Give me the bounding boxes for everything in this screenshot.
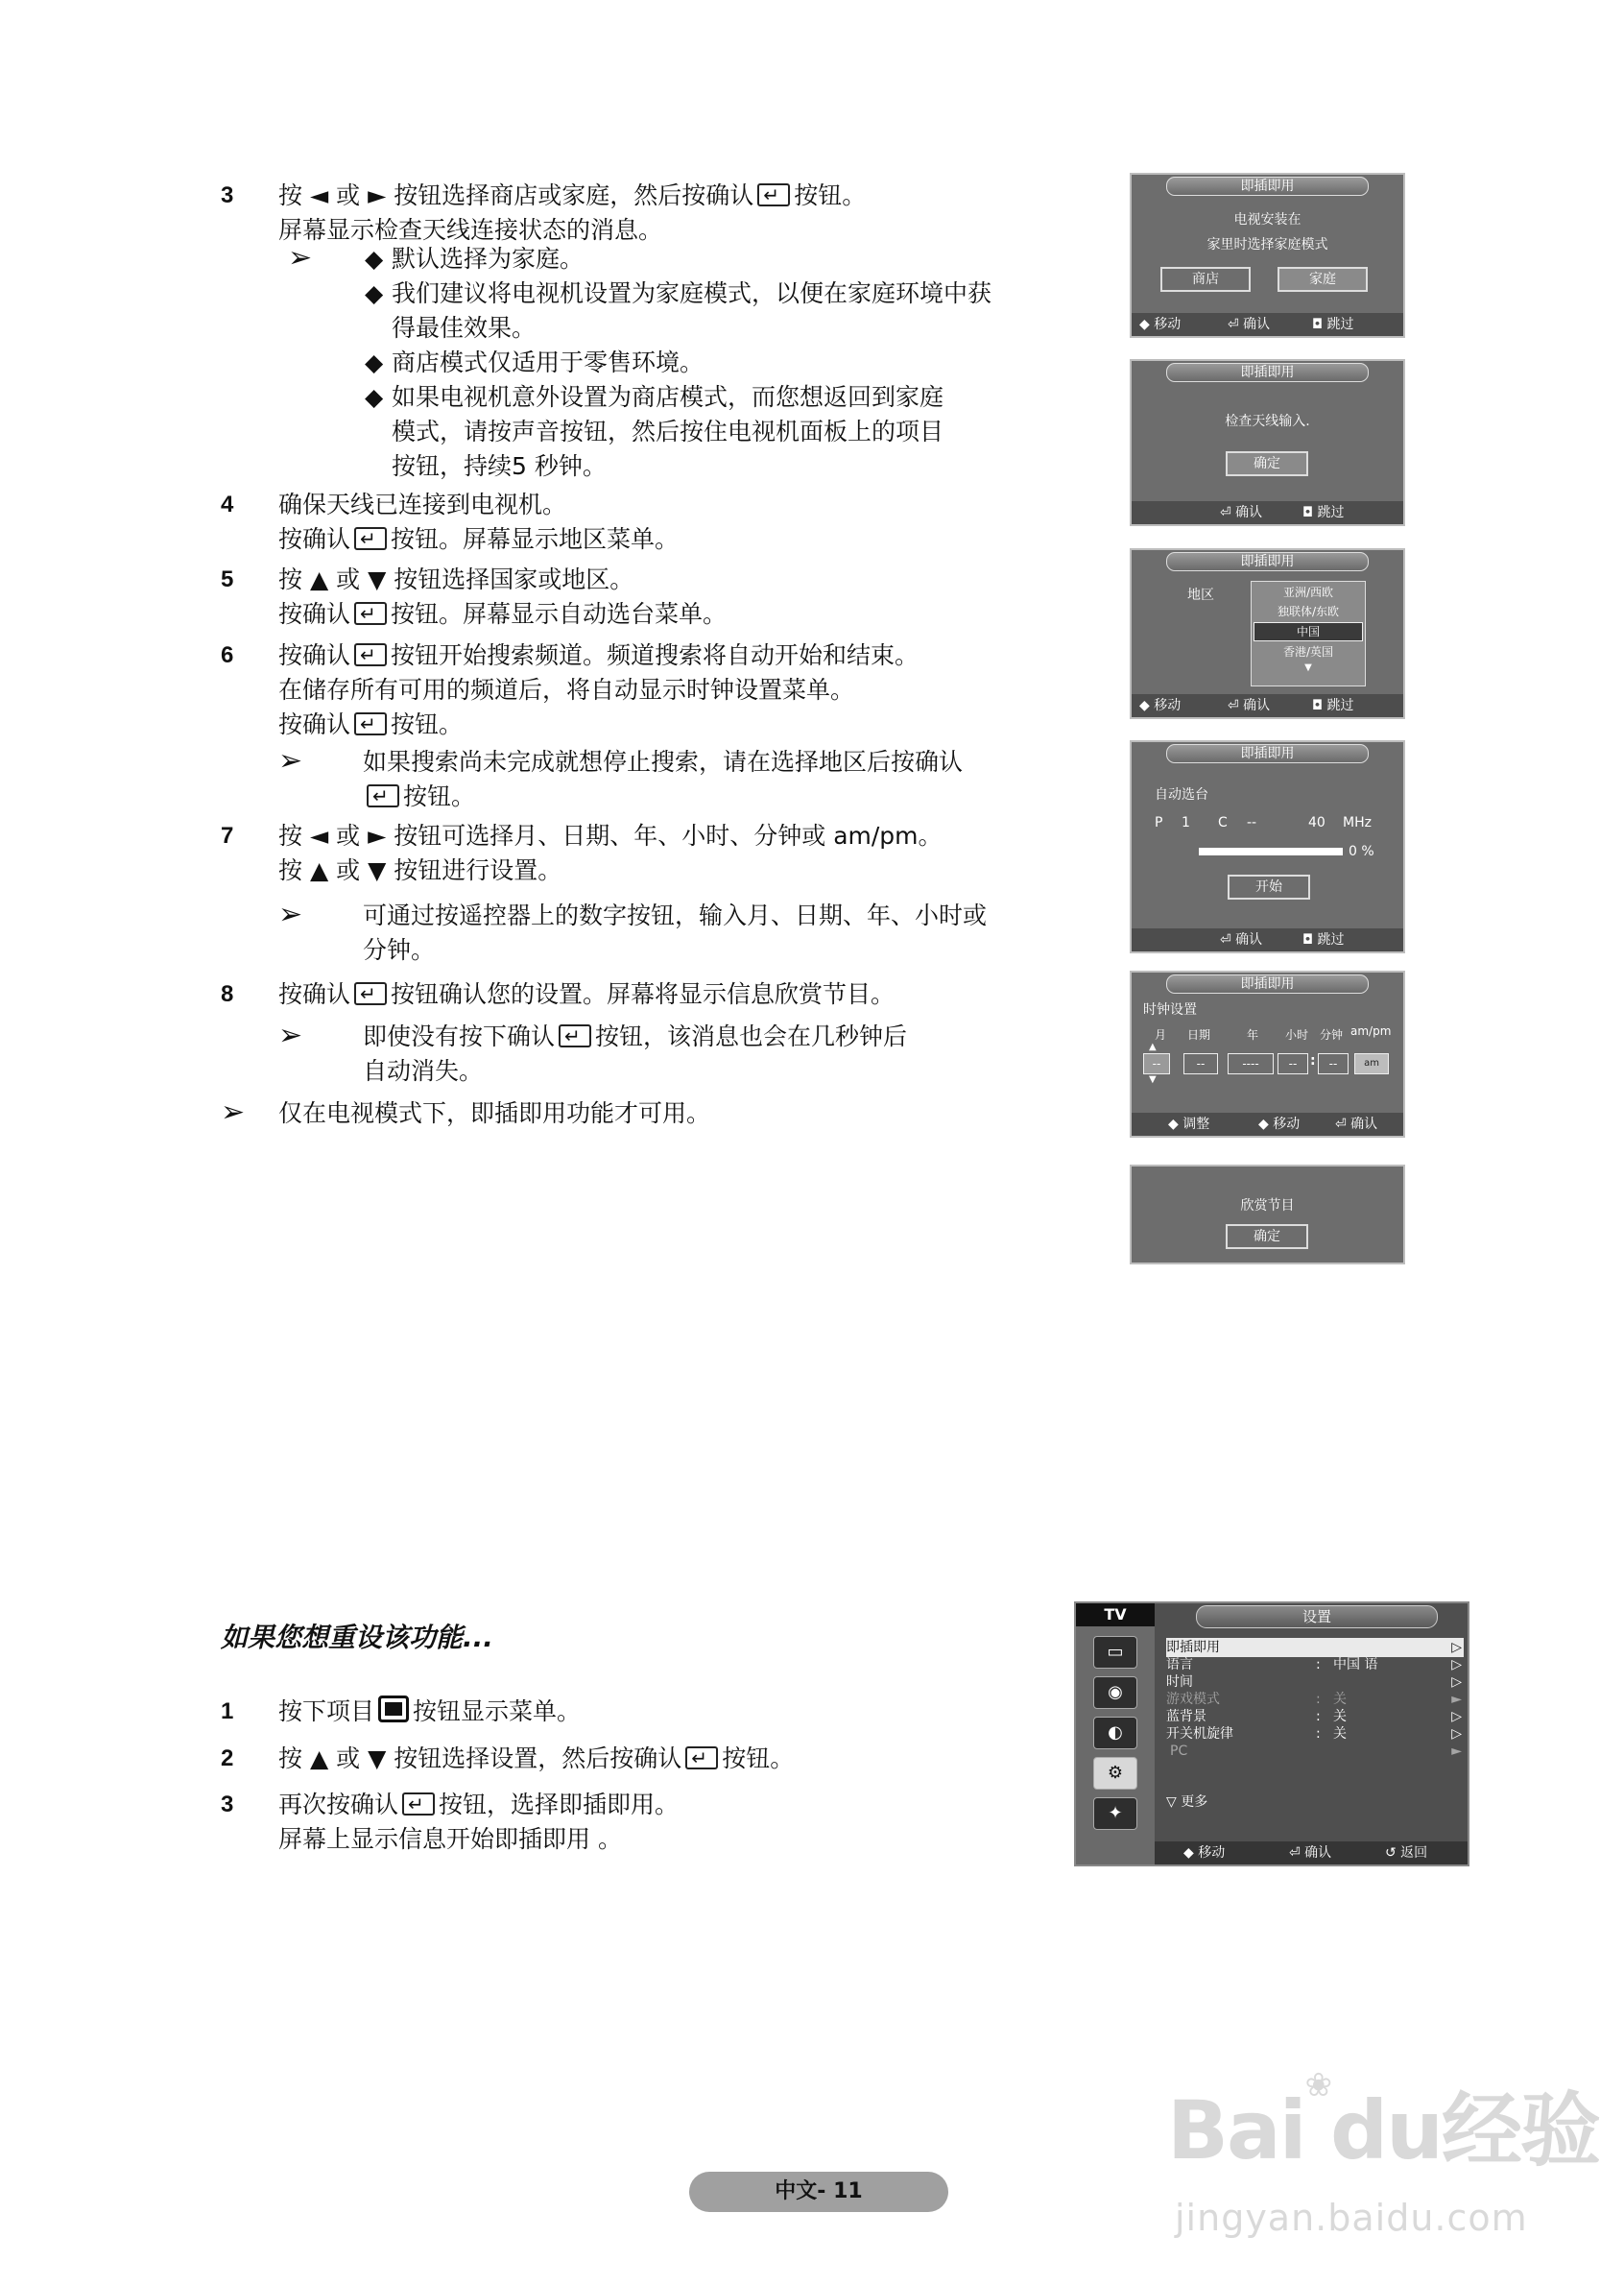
note-text: 即使没有按下确认 xyxy=(363,1022,556,1050)
note-text: 按钮。 xyxy=(403,782,476,810)
step-text: 再次按确认 xyxy=(278,1791,399,1818)
channel-prefix: P xyxy=(1155,815,1163,830)
diamond-icon: ◆ xyxy=(365,383,384,411)
osd-title: 即插即用 xyxy=(1166,974,1369,994)
menu-item-blue-screen[interactable]: 蓝背景 : 关 ▷ xyxy=(1166,1709,1462,1724)
footer-confirm: ⏎ 确认 xyxy=(1220,932,1263,948)
submenu-arrow-icon: ▷ xyxy=(1451,1709,1462,1724)
note-arrow-icon: ➢ xyxy=(288,241,313,275)
step-text: 按确认 xyxy=(278,710,351,738)
step-text: 按钮。 xyxy=(391,710,464,738)
menu-item-game-mode[interactable]: 游戏模式 : 关 ► xyxy=(1166,1692,1462,1707)
home-button[interactable]: 家庭 xyxy=(1278,267,1368,292)
note-text: 可通过按遥控器上的数字按钮，输入月、日期、年、小时或 xyxy=(363,902,988,929)
region-option[interactable]: 亚洲/西欧 xyxy=(1282,586,1334,599)
watermark-brand2: du xyxy=(1330,2083,1442,2177)
osd-line: 电视安装在 xyxy=(1233,212,1302,228)
watermark-logo xyxy=(1167,2066,1599,2182)
channel-number: 1 xyxy=(1182,815,1190,830)
menu-button-icon xyxy=(378,1696,409,1722)
menu-item-label: PC xyxy=(1170,1744,1188,1759)
menu-item-label: 即插即用 xyxy=(1166,1640,1220,1655)
footer-adjust: ◆ 调整 xyxy=(1168,1117,1210,1132)
step-number: 3 xyxy=(221,182,234,208)
day-field[interactable]: -- xyxy=(1183,1053,1218,1074)
hour-label: 小时 xyxy=(1285,1028,1309,1042)
osd-line: 家里时选择家庭模式 xyxy=(1206,237,1328,253)
month-label: 月 xyxy=(1155,1028,1167,1042)
submenu-arrow-icon: ▷ xyxy=(1451,1657,1462,1672)
hour-field[interactable]: -- xyxy=(1278,1053,1308,1074)
minute-field[interactable]: -- xyxy=(1318,1053,1349,1074)
menu-item-label: 时间 xyxy=(1166,1674,1193,1690)
osd-line: 检查天线输入. xyxy=(1225,414,1310,429)
step-text: 在储存所有可用的频道后，将自动显示时钟设置菜单。 xyxy=(278,676,855,704)
osd-enjoy xyxy=(1130,1165,1405,1264)
channel-c-label: C xyxy=(1218,815,1228,830)
progress-bar xyxy=(1199,848,1343,855)
menu-item-value: 关 xyxy=(1333,1692,1347,1707)
menu-item-label: 蓝背景 xyxy=(1166,1709,1206,1724)
clock-label: 时钟设置 xyxy=(1143,1002,1197,1018)
page-number: 中文- 11 xyxy=(689,2172,948,2212)
menu-item-label: 开关机旋律 xyxy=(1166,1726,1233,1742)
step-text: 按 ▲ 或 ▼ 按钮选择国家或地区。 xyxy=(278,565,634,593)
footer-confirm: ⏎ 确认 xyxy=(1289,1845,1332,1861)
footer-skip: ◘ 跳过 xyxy=(1312,317,1354,332)
footer-move: ◆ 移动 xyxy=(1258,1117,1301,1132)
note-arrow-icon: ➢ xyxy=(278,744,303,778)
footer-skip: ◘ 跳过 xyxy=(1312,698,1354,713)
start-button[interactable]: 开始 xyxy=(1228,875,1310,900)
store-button[interactable]: 商店 xyxy=(1160,267,1251,292)
menu-item-label: 语言 xyxy=(1166,1657,1193,1672)
footer-return: ↺ 返回 xyxy=(1385,1845,1428,1861)
step-text: 按钮。 xyxy=(794,181,867,209)
frequency-unit: MHz xyxy=(1343,815,1372,830)
enter-icon xyxy=(757,183,790,206)
step-text: 按 ◄ 或 ► 按钮可选择月、日期、年、小时、分钟或 am/pm。 xyxy=(278,822,943,850)
diamond-icon: ◆ xyxy=(365,349,384,376)
menu-item-language[interactable]: 语言 : 中国 语 ▷ xyxy=(1166,1657,1462,1672)
step-number: 8 xyxy=(221,981,234,1007)
footer-move: ◆ 移动 xyxy=(1183,1845,1226,1861)
step-number: 4 xyxy=(221,492,234,517)
osd-auto-store xyxy=(1130,740,1405,953)
step-text: 按确认 xyxy=(278,980,351,1008)
step-text: 按钮开始搜索频道。频道搜索将自动开始和结束。 xyxy=(391,641,919,669)
bullet-text: 商店模式仅适用于零售环境。 xyxy=(392,349,705,376)
auto-store-label: 自动选台 xyxy=(1155,787,1208,803)
menu-item-value: 中国 语 xyxy=(1333,1657,1378,1672)
month-field[interactable]: -- xyxy=(1143,1053,1170,1074)
menu-item-value: 关 xyxy=(1333,1726,1347,1742)
footer-skip: ◘ 跳过 xyxy=(1302,932,1345,948)
footer-confirm: ⏎ 确认 xyxy=(1220,505,1263,520)
note-arrow-icon: ➢ xyxy=(278,898,303,931)
osd-title: 即插即用 xyxy=(1166,363,1369,382)
channel-c-value: -- xyxy=(1247,815,1257,830)
diamond-icon: ◆ xyxy=(365,279,384,307)
step-number: 5 xyxy=(221,566,234,592)
step-text: 按钮。屏幕显示自动选台菜单。 xyxy=(391,600,728,628)
submenu-arrow-icon: ▷ xyxy=(1451,1640,1462,1655)
enter-icon xyxy=(354,712,387,735)
step-text: 按钮显示菜单。 xyxy=(413,1697,582,1725)
bullet-text: 模式，请按声音按钮，然后按住电视机面板上的项目 xyxy=(392,418,944,445)
step-text: 屏幕显示检查天线连接状态的消息。 xyxy=(278,216,663,244)
up-arrow-icon[interactable]: ▲ xyxy=(1149,1042,1157,1052)
enter-icon xyxy=(559,1024,591,1047)
step-text: 屏幕上显示信息开始即插即用 。 xyxy=(278,1825,622,1853)
ampm-field[interactable]: am xyxy=(1354,1053,1389,1074)
step-text: 按钮确认您的设置。屏幕将显示信息欣赏节目。 xyxy=(391,980,896,1008)
osd-line: 欣赏节目 xyxy=(1240,1198,1295,1214)
minute-label: 分钟 xyxy=(1320,1028,1344,1042)
bullet-text: 默认选择为家庭。 xyxy=(392,245,585,273)
step-text: 按确认 xyxy=(278,525,351,553)
menu-item-label: 游戏模式 xyxy=(1166,1692,1220,1707)
settings-menu xyxy=(1074,1601,1469,1866)
menu-item-melody[interactable]: 开关机旋律 : 关 ▷ xyxy=(1166,1726,1462,1742)
day-label: 日期 xyxy=(1187,1028,1211,1042)
step-number: 1 xyxy=(221,1698,234,1724)
note-arrow-icon: ➢ xyxy=(221,1095,246,1129)
progress-percent: 0 % xyxy=(1349,844,1374,859)
osd-title: 即插即用 xyxy=(1166,177,1369,196)
menu-item-time[interactable] xyxy=(1166,1672,1464,1692)
watermark-url: jingyan.baidu.com xyxy=(1175,2197,1528,2239)
osd-region xyxy=(1130,548,1405,719)
note-text: 自动消失。 xyxy=(363,1057,484,1085)
down-arrow-icon[interactable]: ▼ xyxy=(1149,1074,1157,1085)
step-text: 按 ◄ 或 ► 按钮选择商店或家庭，然后按确认 xyxy=(278,181,754,209)
input-icon[interactable]: ✦ xyxy=(1093,1797,1137,1830)
note-text: 分钟。 xyxy=(363,936,436,964)
diamond-icon: ◆ xyxy=(365,245,384,273)
sound-icon[interactable]: ◉ xyxy=(1093,1676,1137,1709)
submenu-arrow-icon: ► xyxy=(1451,1692,1462,1707)
submenu-arrow-icon: ► xyxy=(1451,1744,1462,1759)
ok-button[interactable]: 确定 xyxy=(1226,451,1308,476)
year-label: 年 xyxy=(1247,1028,1259,1042)
submenu-arrow-icon: ▷ xyxy=(1451,1674,1462,1690)
paw-icon: ❀ xyxy=(1304,2066,1331,2105)
region-option-selected[interactable]: 中国 xyxy=(1254,622,1363,641)
note-text: 如果搜索尚未完成就想停止搜索，请在选择地区后按确认 xyxy=(363,748,964,776)
setup-gear-icon[interactable]: ⚙ xyxy=(1093,1757,1137,1790)
footer-move: ◆ 移动 xyxy=(1139,317,1182,332)
reset-heading: 如果您想重设该功能... xyxy=(221,1622,493,1653)
osd-antenna-check xyxy=(1130,359,1405,526)
submenu-arrow-icon: ▷ xyxy=(1451,1726,1462,1742)
frequency-value: 40 xyxy=(1308,815,1325,830)
region-label: 地区 xyxy=(1187,588,1214,603)
ampm-label: am/pm xyxy=(1350,1024,1392,1038)
step-number: 7 xyxy=(221,823,234,849)
bullet-text: 如果电视机意外设置为商店模式，而您想返回到家庭 xyxy=(392,383,944,411)
channel-icon[interactable]: ◐ xyxy=(1093,1717,1137,1749)
step-text: 按确认 xyxy=(278,641,351,669)
enter-icon xyxy=(354,982,387,1005)
enter-icon xyxy=(685,1746,718,1769)
ok-button[interactable]: 确定 xyxy=(1226,1224,1308,1249)
step-text: 按钮。屏幕显示地区菜单。 xyxy=(391,525,680,553)
enter-icon xyxy=(367,784,399,807)
step-text: 按钮，选择即插即用。 xyxy=(439,1791,680,1818)
step-text: 按 ▲ 或 ▼ 按钮进行设置。 xyxy=(278,856,562,884)
watermark-cn: 经验 xyxy=(1441,2083,1599,2177)
footer-skip: ◘ 跳过 xyxy=(1302,505,1345,520)
note-arrow-icon: ➢ xyxy=(278,1019,303,1052)
osd-title: 即插即用 xyxy=(1166,552,1369,571)
step-text: 按下项目 xyxy=(278,1697,375,1725)
step-text: 按 ▲ 或 ▼ 按钮选择设置，然后按确认 xyxy=(278,1744,682,1772)
step-text: 按确认 xyxy=(278,600,351,628)
picture-icon[interactable]: ▭ xyxy=(1093,1636,1137,1669)
menu-item-pc[interactable] xyxy=(1166,1742,1464,1761)
osd-clock-set xyxy=(1130,971,1405,1138)
time-separator: : xyxy=(1310,1053,1316,1069)
enter-icon xyxy=(354,643,387,666)
bullet-text: 按钮，持续5 秒钟。 xyxy=(392,452,607,480)
step-number: 2 xyxy=(221,1745,234,1771)
more-button[interactable]: ▽ 更多 xyxy=(1166,1794,1208,1810)
menu-item-value: 关 xyxy=(1333,1709,1347,1724)
year-field[interactable]: ---- xyxy=(1228,1053,1274,1074)
menu-item-plug-and-play[interactable] xyxy=(1166,1638,1464,1657)
footer-move: ◆ 移动 xyxy=(1139,698,1182,713)
step-text: 确保天线已连接到电视机。 xyxy=(278,491,567,518)
step-number: 3 xyxy=(221,1792,234,1817)
menu-title: 设置 xyxy=(1196,1605,1438,1628)
region-option[interactable]: 香港/英国 xyxy=(1282,645,1334,659)
enter-icon xyxy=(354,527,387,550)
osd-title: 即插即用 xyxy=(1166,744,1369,763)
note-text: 按钮，该消息也会在几秒钟后 xyxy=(595,1022,908,1050)
watermark-brand: Bai xyxy=(1167,2083,1305,2177)
menu-sidebar xyxy=(1076,1626,1155,1864)
bullet-text: 我们建议将电视机设置为家庭模式，以便在家庭环境中获 xyxy=(392,279,992,307)
step-number: 6 xyxy=(221,642,234,668)
osd-home-store xyxy=(1130,173,1405,338)
note-text: 仅在电视模式下，即插即用功能才可用。 xyxy=(278,1099,711,1127)
tv-label: TV xyxy=(1076,1603,1155,1626)
region-list[interactable] xyxy=(1251,581,1366,686)
enter-icon xyxy=(402,1792,435,1816)
scroll-down-icon[interactable]: ▼ xyxy=(1304,662,1312,673)
footer-confirm: ⏎ 确认 xyxy=(1335,1117,1378,1132)
enter-icon xyxy=(354,602,387,625)
footer-confirm: ⏎ 确认 xyxy=(1228,317,1271,332)
footer-confirm: ⏎ 确认 xyxy=(1228,698,1271,713)
bullet-text: 得最佳效果。 xyxy=(392,314,537,342)
step-text: 按钮。 xyxy=(722,1744,795,1772)
region-option[interactable]: 独联体/东欧 xyxy=(1277,605,1340,618)
